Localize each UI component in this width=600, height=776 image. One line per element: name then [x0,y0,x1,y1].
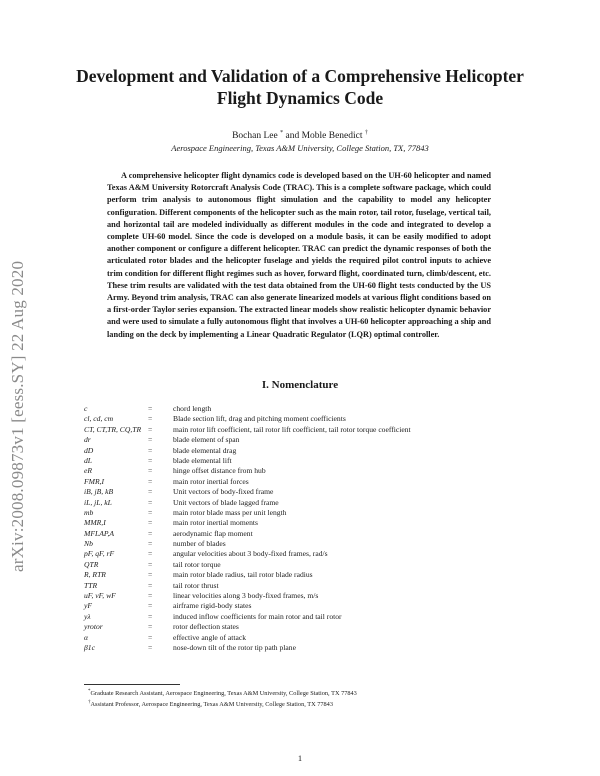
footnote-1 [84,687,544,698]
nomenclature-description: blade elemental drag [173,445,237,455]
nomenclature-row [84,518,544,528]
nomenclature-symbol: c [84,404,88,413]
author-separator: and [285,131,300,142]
footnote-2-text: Assistant Professor, Aerospace Engineering, Texas A&M University, College Station, TX 77843 [90,701,333,709]
nomenclature-equals: = [148,435,153,445]
nomenclature-row [84,508,544,518]
abstract: A comprehensive helicopter flight dynamics code is developed based on the UH-60 helicopter and named Texas A&M University Rotorcraft Analysis Code (TRAC). This is a complete software package, which could perform trim analysis to autonomous flight simulation and the capability to model any helicopter configuration. Different components of the helicopter such as the main rotor, tail rotor, fuselage, vertical tail, and horizontal tail are modeled individually as different modules in the code and integrated to develop a complete UH-60 model. Since the code is developed on a module basis, it can be easily modified to adopt another component or configure a different helicopter. TRAC can predict the dynamic responses of both the articulated rotor blades and the helicopter fuselage and yields the required pilot control inputs to achieve trim condition for different flight regimes such as hover, forward flight, coordinated turn, climb/descent, etc. These trim results are validated with the test data obtained from the UH-60 flight tests conducted by the US Army. Beyond trim analysis, TRAC can also generate linearized models at various flight conditions based on a first-order Taylor series expansion. The extracted linear models show realistic helicopter dynamic behavior and were used to simulate a fully autonomous flight that involves a UH-60 helicopter approaching a ship and landing on the deck by implementing a Linear Quadratic Regulator (LQR) optimal controller. [107,171,491,339]
nomenclature-symbol: QTR [84,559,99,569]
title-line-2: Flight Dynamics Code [216,88,384,108]
nomenclature-description: chord length [173,404,212,413]
nomenclature-equals: = [148,580,153,590]
nomenclature-row [84,435,544,445]
nomenclature-symbol: iL, jL, kL [84,497,112,507]
nomenclature-description: main rotor inertial moments [173,518,258,528]
nomenclature-row [84,487,544,497]
nomenclature-row [84,456,544,466]
footnote-1-text: Graduate Research Assistant, Aerospace Engineering, Texas A&M University, College Station, TX 77843 [90,690,357,698]
footnote-rule [84,684,180,685]
nomenclature-description: main rotor blade mass per unit length [173,507,287,517]
nomenclature-row [84,539,544,549]
authors [60,130,540,141]
author-2-mark: † [364,130,368,136]
nomenclature-row [84,404,544,414]
nomenclature-description: Blade section lift, drag and pitching moment coefficients [173,414,346,424]
nomenclature-equals: = [148,539,153,549]
nomenclature-symbol: TTR [84,580,98,590]
nomenclature-description: main rotor inertial forces [173,476,249,486]
affiliation: Aerospace Engineering, Texas A&M University, College Station, TX, 77843 [171,143,429,153]
nomenclature-description: main rotor lift coefficient, tail rotor lift coefficient, tail rotor torque coefficient [173,424,411,434]
nomenclature-description: blade elemental lift [173,455,232,465]
nomenclature-row [84,425,544,435]
nomenclature-equals: = [148,497,153,507]
footnotes [84,687,544,709]
nomenclature-equals: = [148,642,153,652]
arxiv-sidebar-stamp: arXiv:2008.09873v1 [eess.SY] 22 Aug 2020 [8,260,27,572]
nomenclature-row [84,466,544,476]
nomenclature-equals: = [148,476,153,486]
nomenclature-list [84,404,544,653]
nomenclature-row [84,477,544,487]
nomenclature-row [84,633,544,643]
nomenclature-equals: = [148,487,153,497]
nomenclature-equals: = [148,414,153,424]
nomenclature-description: effective angle of attack [173,632,247,642]
nomenclature-description: aerodynamic flap moment [173,528,253,538]
author-1-mark: * [280,130,284,136]
nomenclature-symbol: dD [84,445,94,455]
nomenclature-symbol: MMR,I [84,518,106,528]
nomenclature-symbol: R, RTR [84,570,106,580]
nomenclature-equals: = [148,404,153,413]
nomenclature-row [84,560,544,570]
nomenclature-description: linear velocities along 3 body-fixed frames, m/s [173,591,319,601]
nomenclature-row [84,643,544,653]
nomenclature-row [84,498,544,508]
nomenclature-symbol: cl, cd, cm [84,414,114,424]
nomenclature-row [84,529,544,539]
nomenclature-row [84,414,544,424]
nomenclature-row [84,549,544,559]
nomenclature-symbol: mb [84,507,94,517]
author-2: Moble Benedict [301,131,363,142]
nomenclature-equals: = [148,632,153,642]
nomenclature-row [84,622,544,632]
nomenclature-description: airframe rigid-body states [173,601,252,611]
paper-title [60,65,540,109]
nomenclature-symbol: yrotor [84,622,103,632]
nomenclature-symbol: dr [84,435,91,445]
nomenclature-row [84,591,544,601]
nomenclature-equals: = [148,466,153,476]
nomenclature-row [84,570,544,580]
nomenclature-symbol: uF, vF, wF [84,591,116,601]
page-number: 1 [297,753,303,763]
footnote-2-mark: † [88,700,91,706]
nomenclature-symbol: yF [84,601,93,611]
nomenclature-description: tail rotor torque [173,559,221,569]
nomenclature-symbol: β1c [84,642,95,652]
footnote-2 [84,698,544,709]
nomenclature-description: main rotor blade radius, tail rotor blade radius [173,570,313,580]
nomenclature-row [84,612,544,622]
title-line-1: Development and Validation of a Comprehensive Helicopter [76,66,524,86]
nomenclature-description: Unit vectors of body-fixed frame [173,487,274,497]
nomenclature-description: induced inflow coefficients for main rotor and tail rotor [173,611,342,621]
nomenclature-symbol: iB, jB, kB [84,487,114,497]
nomenclature-equals: = [148,622,153,632]
nomenclature-description: nose-down tilt of the rotor tip path plane [173,642,296,652]
nomenclature-equals: = [148,424,153,434]
nomenclature-description: hinge offset distance from hub [173,466,266,476]
nomenclature-equals: = [148,549,153,559]
nomenclature-description: tail rotor thrust [173,580,219,590]
nomenclature-equals: = [148,507,153,517]
nomenclature-description: angular velocities about 3 body-fixed frames, rad/s [173,549,328,559]
nomenclature-description: number of blades [173,539,226,549]
nomenclature-symbol: FMR,I [84,476,105,486]
nomenclature-symbol: pF, qF, rF [84,549,115,559]
footnote-1-mark: * [88,689,91,694]
nomenclature-symbol: α [84,632,88,642]
nomenclature-equals: = [148,611,153,621]
nomenclature-row [84,446,544,456]
section-heading-nomenclature: I. Nomenclature [261,379,339,391]
nomenclature-symbol: CT, CT,TR, CQ,TR [84,424,142,434]
nomenclature-symbol: eR [84,466,93,476]
nomenclature-row [84,581,544,591]
nomenclature-equals: = [148,591,153,601]
nomenclature-symbol: yλ [84,611,91,621]
nomenclature-equals: = [148,570,153,580]
nomenclature-equals: = [148,455,153,465]
nomenclature-symbol: Nb [84,539,93,549]
nomenclature-equals: = [148,528,153,538]
nomenclature-equals: = [148,559,153,569]
nomenclature-symbol: dL [84,455,93,465]
nomenclature-row [84,601,544,611]
nomenclature-symbol: MFLAP,A [84,528,115,538]
nomenclature-description: blade element of span [173,435,240,445]
nomenclature-equals: = [148,445,153,455]
nomenclature-equals: = [148,601,153,611]
author-1: Bochan Lee [232,131,278,142]
nomenclature-equals: = [148,518,153,528]
nomenclature-description: Unit vectors of blade lagged frame [173,497,279,507]
nomenclature-description: rotor deflection states [173,622,239,632]
